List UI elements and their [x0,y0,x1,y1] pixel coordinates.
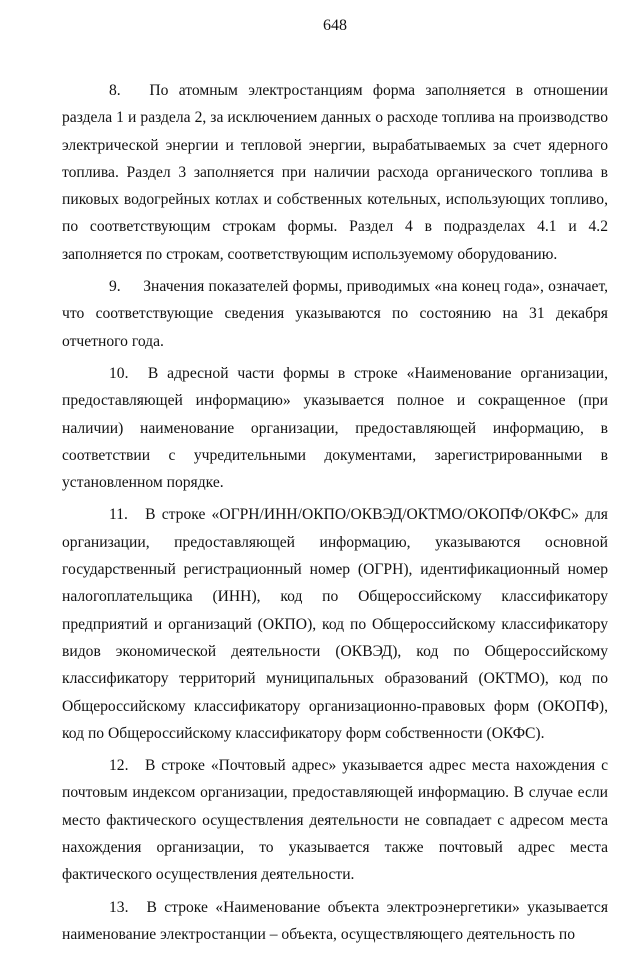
paragraph-13 [62,894,608,949]
page-number: 648 [323,17,347,34]
paragraph-11 [62,501,608,747]
paragraph-text: В адресной части формы в строке «Наименование организации, предоставляющей информацию» указывается полное и сокращенное (при наличии) наименование организации, предоставляющей информацию, в соответствии с учредительными документами, зарегистрированными в установленном порядке. [62,364,609,492]
paragraph-number: 8. [109,82,121,99]
paragraph-12 [62,752,608,888]
paragraph-text: Значения показателей формы, приводимых «на конец года», означает, что соответствующие сведения указываются по состоянию на 31 декабря отчетного года. [62,278,608,350]
paragraph-10 [62,360,608,496]
paragraph-text: В строке «ОГРН/ИНН/ОКПО/ОКВЭД/ОКТМО/ОКОПФ/ОКФС» для организации, предоставляющей информацию, указываются основной государственный регистрационный номер (ОГРН), идентификационный номер налогоплательщика (ИНН), код по Общероссийскому классификатору предприятий и организаций (ОКПО), код по Общероссийскому классификатору видов экономической деятельности (ОКВЭД), код по Общероссийскому классификатору территорий муниципальных образований (ОКТМО), код по Общероссийскому классификатору организационно-правовых форм (ОКОПФ), код по Общероссийскому классификатору форм собственности (ОКФС). [62,506,608,742]
paragraph-8 [62,77,608,268]
paragraph-number: 13. [109,898,129,916]
paragraph-number: 9. [109,278,121,296]
paragraph-number: 10. [109,364,129,382]
document-body [62,77,608,953]
paragraph-text: По атомным электростанциям форма заполняется в отношении раздела 1 и раздела 2, за исключением данных о расходе топлива на производство электрической энергии и тепловой энергии, вырабатываемых за счет ядерного топлива. Раздел 3 заполняется при наличии расхода органического топлива в пиковых водогрейных котлах и собственных котельных, использующих топливо, по соответствующим строкам формы. Раздел 4 в подразделах 4.1 и 4.2 заполняется по строкам, соответствующим используемому оборудованию. [62,82,608,263]
paragraph-number: 11. [109,506,128,524]
paragraph-text: В строке «Наименование объекта электроэнергетики» указывается наименование электростанции – объекта, осуществляющего деятельность по [62,898,608,943]
paragraph-text: В строке «Почтовый адрес» указывается адрес места нахождения с почтовым индексом организации, предоставляющей информацию. В случае если место фактического осуществления деятельности не совпадает с адресом места нахождения организации, то указывается также почтовый адрес места фактического осуществления деятельности. [62,757,608,884]
paragraph-9 [62,273,608,355]
paragraph-number: 12. [109,757,129,775]
